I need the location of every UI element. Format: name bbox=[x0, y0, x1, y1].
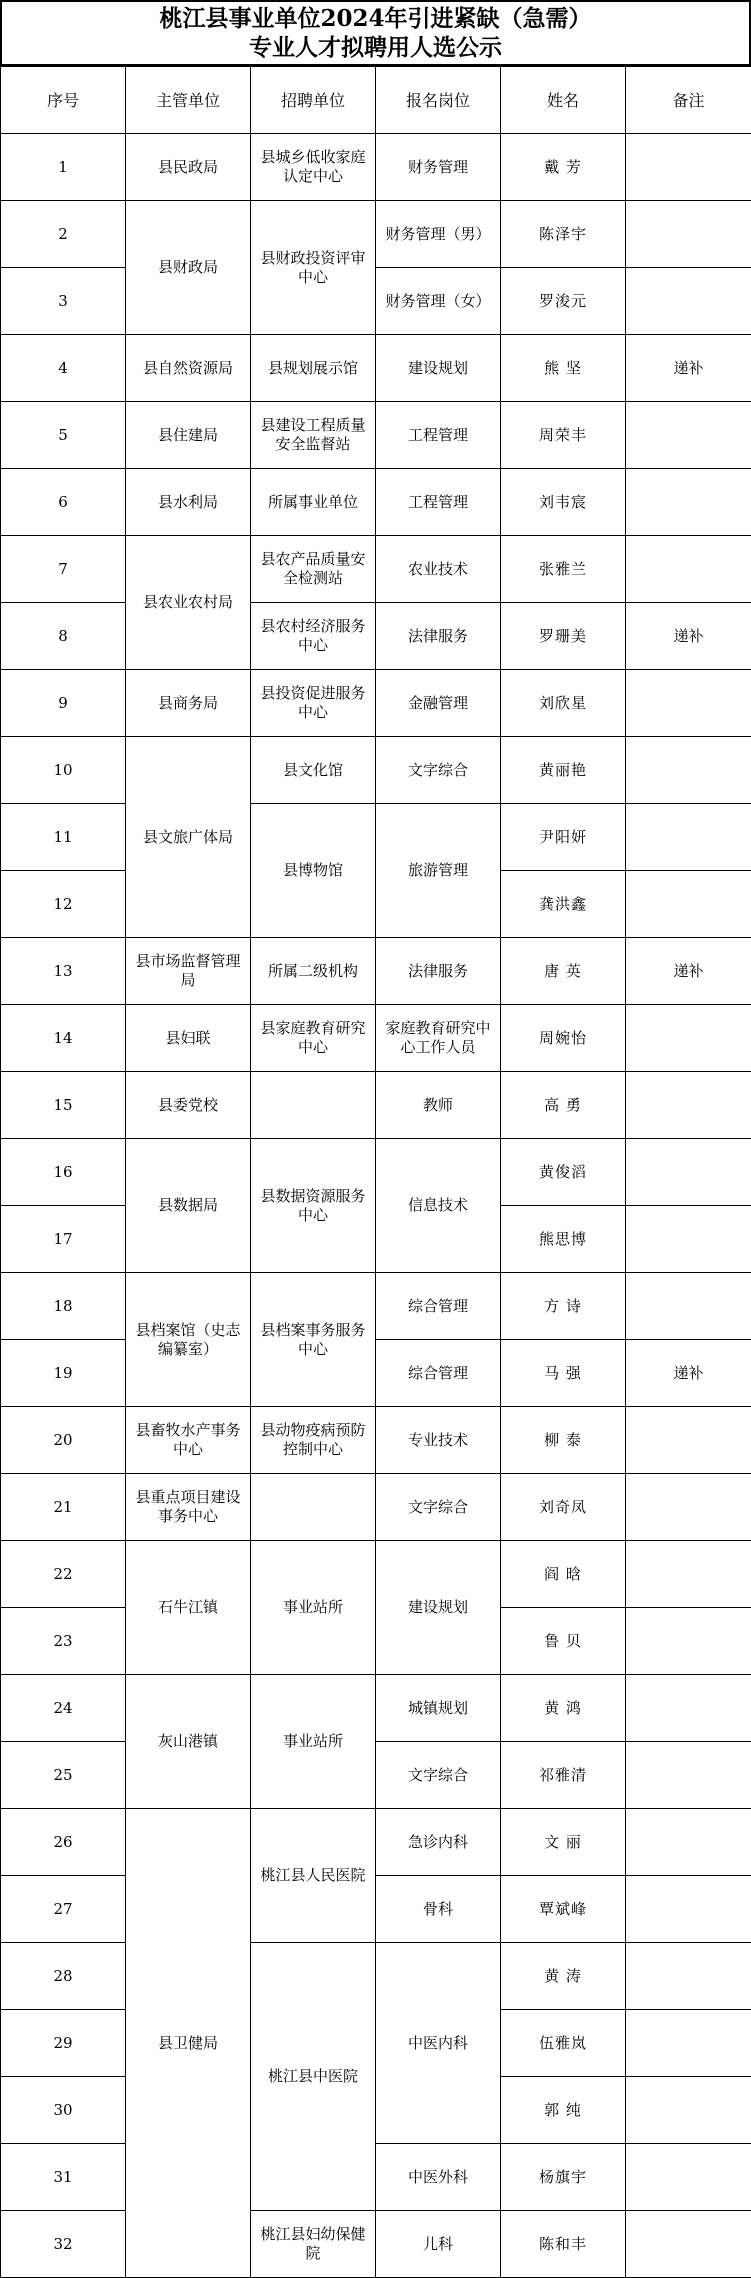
cell-name: 文 丽 bbox=[501, 1809, 626, 1876]
cell-name: 方 诗 bbox=[501, 1273, 626, 1340]
cell-name: 尹阳妍 bbox=[501, 804, 626, 871]
cell-name: 伍雅岚 bbox=[501, 2010, 626, 2077]
cell-name: 刘韦宸 bbox=[501, 469, 626, 536]
cell-name: 柳 泰 bbox=[501, 1407, 626, 1474]
table-row bbox=[1, 1139, 751, 1206]
table-row bbox=[1, 1809, 751, 1876]
cell-note bbox=[626, 1876, 751, 1943]
cell-unit: 县档案事务服务中心 bbox=[251, 1273, 376, 1407]
cell-no: 18 bbox=[1, 1273, 126, 1340]
cell-post: 建设规划 bbox=[376, 335, 501, 402]
cell-name: 黄俊滔 bbox=[501, 1139, 626, 1206]
cell-name: 陈和丰 bbox=[501, 2211, 626, 2278]
cell-note bbox=[626, 737, 751, 804]
cell-dept: 县财政局 bbox=[126, 201, 251, 335]
table-row bbox=[1, 268, 751, 335]
cell-unit: 县家庭教育研究中心 bbox=[251, 1005, 376, 1072]
cell-dept: 石牛江镇 bbox=[126, 1541, 251, 1675]
cell-dept: 县文旅广体局 bbox=[126, 737, 251, 938]
cell-note bbox=[626, 1742, 751, 1809]
cell-post: 文字综合 bbox=[376, 1474, 501, 1541]
table-row bbox=[1, 1876, 751, 1943]
cell-name: 戴 芳 bbox=[501, 134, 626, 201]
cell-unit: 县规划展示馆 bbox=[251, 335, 376, 402]
cell-dept: 县自然资源局 bbox=[126, 335, 251, 402]
table-row bbox=[1, 2144, 751, 2211]
table-row bbox=[1, 603, 751, 670]
cell-no: 15 bbox=[1, 1072, 126, 1139]
cell-no: 7 bbox=[1, 536, 126, 603]
cell-unit: 所属二级机构 bbox=[251, 938, 376, 1005]
cell-unit: 桃江县人民医院 bbox=[251, 1809, 376, 1943]
cell-unit: 县文化馆 bbox=[251, 737, 376, 804]
cell-no: 26 bbox=[1, 1809, 126, 1876]
cell-no: 30 bbox=[1, 2077, 126, 2144]
cell-name: 马 强 bbox=[501, 1340, 626, 1407]
cell-no: 17 bbox=[1, 1206, 126, 1273]
cell-no: 12 bbox=[1, 871, 126, 938]
cell-post: 教师 bbox=[376, 1072, 501, 1139]
cell-name: 刘欣星 bbox=[501, 670, 626, 737]
header-cell-unit: 招聘单位 bbox=[251, 67, 376, 134]
cell-note bbox=[626, 2211, 751, 2278]
header-cell-name: 姓名 bbox=[501, 67, 626, 134]
cell-no: 2 bbox=[1, 201, 126, 268]
cell-note bbox=[626, 1139, 751, 1206]
table-row bbox=[1, 134, 751, 201]
cell-dept: 县商务局 bbox=[126, 670, 251, 737]
cell-no: 4 bbox=[1, 335, 126, 402]
cell-note: 递补 bbox=[626, 603, 751, 670]
cell-dept: 县畜牧水产事务中心 bbox=[126, 1407, 251, 1474]
cell-unit bbox=[251, 1474, 376, 1541]
table-row bbox=[1, 1541, 751, 1608]
cell-post: 工程管理 bbox=[376, 402, 501, 469]
header-cell-no: 序号 bbox=[1, 67, 126, 134]
cell-name: 黄 鸿 bbox=[501, 1675, 626, 1742]
cell-no: 9 bbox=[1, 670, 126, 737]
cell-no: 11 bbox=[1, 804, 126, 871]
cell-unit: 县农村经济服务中心 bbox=[251, 603, 376, 670]
cell-note bbox=[626, 2010, 751, 2077]
cell-note bbox=[626, 1943, 751, 2010]
cell-no: 24 bbox=[1, 1675, 126, 1742]
cell-name: 黄 涛 bbox=[501, 1943, 626, 2010]
cell-note bbox=[626, 1005, 751, 1072]
cell-no: 16 bbox=[1, 1139, 126, 1206]
cell-name: 高 勇 bbox=[501, 1072, 626, 1139]
cell-note bbox=[626, 804, 751, 871]
title-line-1: 桃江县事业单位2024年引进紧缺（急需） bbox=[159, 4, 591, 33]
cell-name: 周荣丰 bbox=[501, 402, 626, 469]
table-row bbox=[1, 536, 751, 603]
cell-no: 31 bbox=[1, 2144, 126, 2211]
cell-note bbox=[626, 1541, 751, 1608]
table-row bbox=[1, 938, 751, 1005]
cell-name: 陈泽宇 bbox=[501, 201, 626, 268]
cell-post: 综合管理 bbox=[376, 1340, 501, 1407]
cell-post: 文字综合 bbox=[376, 1742, 501, 1809]
cell-no: 27 bbox=[1, 1876, 126, 1943]
cell-no: 3 bbox=[1, 268, 126, 335]
cell-post: 农业技术 bbox=[376, 536, 501, 603]
cell-dept: 县数据局 bbox=[126, 1139, 251, 1273]
cell-post: 信息技术 bbox=[376, 1139, 501, 1273]
cell-dept: 县卫健局 bbox=[126, 1809, 251, 2278]
cell-note bbox=[626, 469, 751, 536]
cell-note bbox=[626, 1608, 751, 1675]
header-cell-dept: 主管单位 bbox=[126, 67, 251, 134]
cell-unit: 事业站所 bbox=[251, 1675, 376, 1809]
cell-note bbox=[626, 2077, 751, 2144]
cell-note bbox=[626, 134, 751, 201]
cell-post: 中医内科 bbox=[376, 1943, 501, 2144]
cell-note bbox=[626, 1809, 751, 1876]
cell-name: 唐 英 bbox=[501, 938, 626, 1005]
cell-post: 金融管理 bbox=[376, 670, 501, 737]
cell-no: 23 bbox=[1, 1608, 126, 1675]
cell-name: 熊 坚 bbox=[501, 335, 626, 402]
cell-post: 建设规划 bbox=[376, 1541, 501, 1675]
header-row bbox=[1, 67, 751, 134]
cell-dept: 县水利局 bbox=[126, 469, 251, 536]
header-cell-post: 报名岗位 bbox=[376, 67, 501, 134]
cell-name: 熊思博 bbox=[501, 1206, 626, 1273]
cell-unit bbox=[251, 1072, 376, 1139]
cell-note bbox=[626, 402, 751, 469]
cell-name: 龚洪鑫 bbox=[501, 871, 626, 938]
cell-name: 黄丽艳 bbox=[501, 737, 626, 804]
cell-note bbox=[626, 670, 751, 737]
cell-note bbox=[626, 1273, 751, 1340]
cell-note bbox=[626, 1206, 751, 1273]
cell-post: 法律服务 bbox=[376, 938, 501, 1005]
cell-no: 14 bbox=[1, 1005, 126, 1072]
table-row bbox=[1, 1072, 751, 1139]
cell-dept: 县民政局 bbox=[126, 134, 251, 201]
cell-no: 25 bbox=[1, 1742, 126, 1809]
cell-name: 张雅兰 bbox=[501, 536, 626, 603]
cell-note: 递补 bbox=[626, 335, 751, 402]
cell-no: 29 bbox=[1, 2010, 126, 2077]
cell-unit: 县投资促进服务中心 bbox=[251, 670, 376, 737]
cell-note bbox=[626, 536, 751, 603]
cell-post: 骨科 bbox=[376, 1876, 501, 1943]
cell-unit: 县博物馆 bbox=[251, 804, 376, 938]
cell-note bbox=[626, 1072, 751, 1139]
cell-post: 法律服务 bbox=[376, 603, 501, 670]
cell-post: 专业技术 bbox=[376, 1407, 501, 1474]
table-row bbox=[1, 402, 751, 469]
cell-no: 21 bbox=[1, 1474, 126, 1541]
cell-dept: 县市场监督管理局 bbox=[126, 938, 251, 1005]
cell-unit: 桃江县妇幼保健院 bbox=[251, 2211, 376, 2278]
cell-name: 覃斌峰 bbox=[501, 1876, 626, 1943]
cell-no: 10 bbox=[1, 737, 126, 804]
cell-post: 家庭教育研究中心工作人员 bbox=[376, 1005, 501, 1072]
cell-no: 19 bbox=[1, 1340, 126, 1407]
cell-note: 递补 bbox=[626, 938, 751, 1005]
cell-name: 周婉怡 bbox=[501, 1005, 626, 1072]
cell-name: 郭 纯 bbox=[501, 2077, 626, 2144]
cell-no: 8 bbox=[1, 603, 126, 670]
cell-no: 22 bbox=[1, 1541, 126, 1608]
cell-name: 祁雅清 bbox=[501, 1742, 626, 1809]
cell-dept: 灰山港镇 bbox=[126, 1675, 251, 1809]
table-row bbox=[1, 1273, 751, 1340]
table-row bbox=[1, 670, 751, 737]
cell-note: 递补 bbox=[626, 1340, 751, 1407]
cell-dept: 县重点项目建设事务中心 bbox=[126, 1474, 251, 1541]
cell-no: 5 bbox=[1, 402, 126, 469]
cell-unit: 县财政投资评审中心 bbox=[251, 201, 376, 335]
table-row bbox=[1, 335, 751, 402]
cell-name: 罗珊美 bbox=[501, 603, 626, 670]
cell-unit: 桃江县中医院 bbox=[251, 1943, 376, 2211]
cell-dept: 县妇联 bbox=[126, 1005, 251, 1072]
cell-unit: 县数据资源服务中心 bbox=[251, 1139, 376, 1273]
cell-note bbox=[626, 1474, 751, 1541]
cell-unit: 县农产品质量安全检测站 bbox=[251, 536, 376, 603]
table-row bbox=[1, 1943, 751, 2010]
table-row bbox=[1, 1742, 751, 1809]
cell-note bbox=[626, 2144, 751, 2211]
table-row bbox=[1, 737, 751, 804]
table-row bbox=[1, 1675, 751, 1742]
cell-post: 财务管理（男） bbox=[376, 201, 501, 268]
cell-post: 中医外科 bbox=[376, 2144, 501, 2211]
cell-no: 32 bbox=[1, 2211, 126, 2278]
table-row bbox=[1, 201, 751, 268]
document-title bbox=[0, 0, 751, 66]
cell-no: 1 bbox=[1, 134, 126, 201]
cell-name: 阎 晗 bbox=[501, 1541, 626, 1608]
cell-dept: 县农业农村局 bbox=[126, 536, 251, 670]
cell-note bbox=[626, 1407, 751, 1474]
cell-post: 财务管理 bbox=[376, 134, 501, 201]
cell-post: 旅游管理 bbox=[376, 804, 501, 938]
cell-unit: 县城乡低收家庭认定中心 bbox=[251, 134, 376, 201]
cell-post: 工程管理 bbox=[376, 469, 501, 536]
cell-unit: 事业站所 bbox=[251, 1541, 376, 1675]
table-row bbox=[1, 469, 751, 536]
cell-name: 鲁 贝 bbox=[501, 1608, 626, 1675]
cell-note bbox=[626, 871, 751, 938]
cell-post: 文字综合 bbox=[376, 737, 501, 804]
cell-name: 刘奇凤 bbox=[501, 1474, 626, 1541]
cell-dept: 县委党校 bbox=[126, 1072, 251, 1139]
table-row bbox=[1, 1407, 751, 1474]
cell-post: 财务管理（女） bbox=[376, 268, 501, 335]
cell-post: 儿科 bbox=[376, 2211, 501, 2278]
cell-name: 罗浚元 bbox=[501, 268, 626, 335]
table-row bbox=[1, 1005, 751, 1072]
cell-note bbox=[626, 268, 751, 335]
cell-no: 20 bbox=[1, 1407, 126, 1474]
cell-dept: 县档案馆（史志编纂室） bbox=[126, 1273, 251, 1407]
cell-unit: 所属事业单位 bbox=[251, 469, 376, 536]
candidate-table bbox=[0, 66, 751, 2278]
table-row bbox=[1, 1474, 751, 1541]
cell-post: 综合管理 bbox=[376, 1273, 501, 1340]
title-line-2: 专业人才拟聘用人选公示 bbox=[249, 33, 502, 62]
cell-note bbox=[626, 1675, 751, 1742]
cell-dept: 县住建局 bbox=[126, 402, 251, 469]
table-row bbox=[1, 2211, 751, 2278]
cell-unit: 县建设工程质量安全监督站 bbox=[251, 402, 376, 469]
cell-no: 6 bbox=[1, 469, 126, 536]
cell-post: 城镇规划 bbox=[376, 1675, 501, 1742]
table-row bbox=[1, 1340, 751, 1407]
cell-name: 杨旗宇 bbox=[501, 2144, 626, 2211]
table-row bbox=[1, 804, 751, 871]
header-cell-note: 备注 bbox=[626, 67, 751, 134]
cell-post: 急诊内科 bbox=[376, 1809, 501, 1876]
cell-unit: 县动物疫病预防控制中心 bbox=[251, 1407, 376, 1474]
cell-note bbox=[626, 201, 751, 268]
cell-no: 13 bbox=[1, 938, 126, 1005]
cell-no: 28 bbox=[1, 1943, 126, 2010]
